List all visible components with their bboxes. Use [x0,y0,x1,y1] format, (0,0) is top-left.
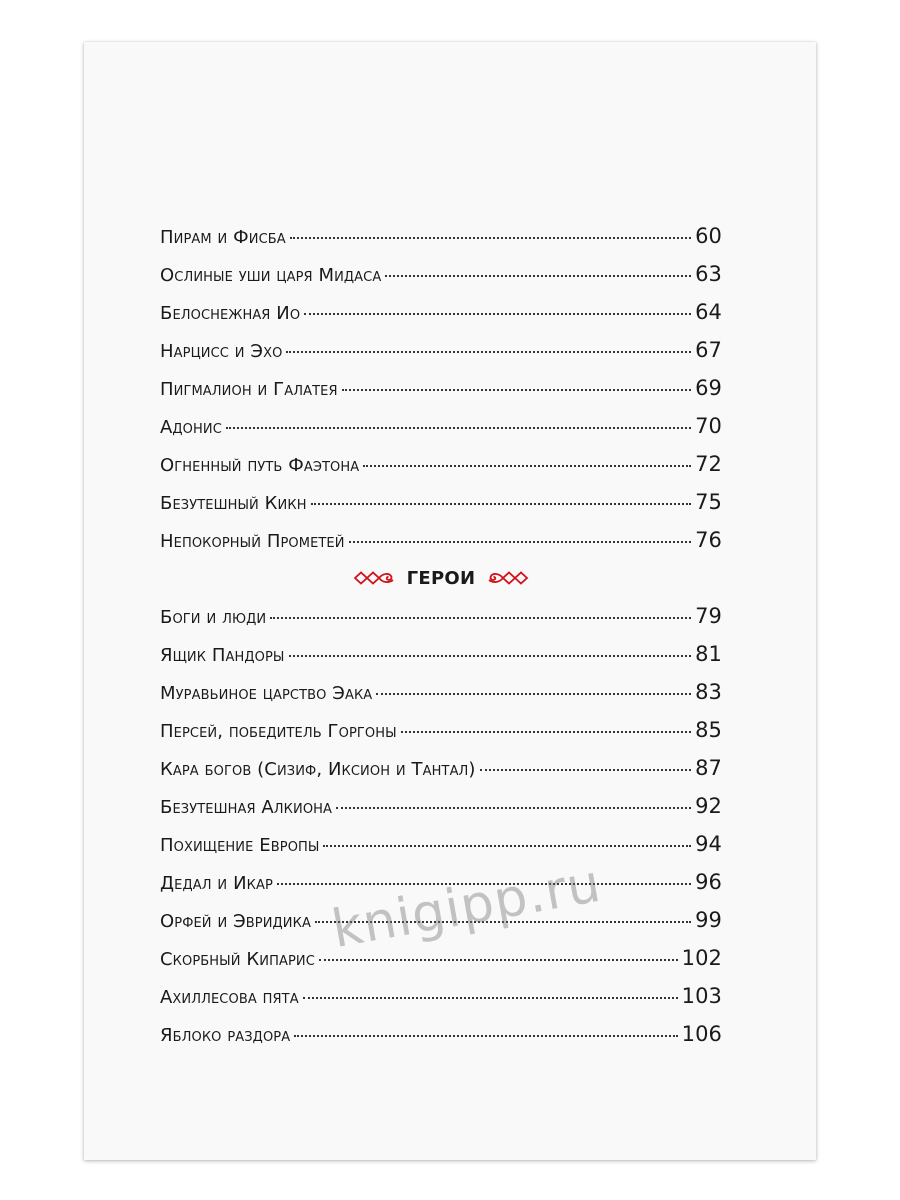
toc-entry-page: 83 [695,680,722,704]
toc-entry-page: 79 [695,604,722,628]
toc-leader-dots [349,540,692,543]
toc-entry-title: Дедал и Икар [160,873,273,894]
toc-entry [160,749,722,787]
toc-entry-title: Пигмалион и Галатея [160,379,338,400]
toc-entry [160,787,722,825]
section-title: ГЕРОИ [406,567,476,589]
toc-entry-page: 81 [695,642,722,666]
toc-entry [160,521,722,559]
toc-entry-title: Адонис [160,417,222,438]
toc-entry-title: Огненный путь Фаэтона [160,455,360,476]
toc-entry-title: Нарцисс и Эхо [160,341,283,362]
toc-entry-page: 67 [695,338,722,362]
toc-leader-dots [311,502,692,505]
toc-entry [160,673,722,711]
toc-leader-dots [290,236,691,239]
toc-entry-title: Ахиллесова пята [160,987,299,1008]
toc-entry-page: 70 [695,414,722,438]
toc-entry-title: Яблоко раздора [160,1025,291,1046]
toc-entry-page: 76 [695,528,722,552]
toc-entry-page: 87 [695,756,722,780]
toc-entry [160,255,722,293]
toc-entry-title: Безутешный Кикн [160,493,307,514]
toc-entry-title: Муравьиное царство Эака [160,683,373,704]
toc-entry-page: 75 [695,490,722,514]
toc-group-2 [160,597,722,1053]
ornament-left-icon [353,571,397,585]
toc-entry [160,825,722,863]
toc-entry [160,407,722,445]
toc-entry-page: 64 [695,300,722,324]
toc-entry [160,711,722,749]
toc-entry-page: 69 [695,376,722,400]
toc-group-1 [160,217,722,559]
toc-entry [160,331,722,369]
toc-entry-page: 99 [695,908,722,932]
toc-leader-dots [294,1034,677,1037]
toc-leader-dots [480,768,692,771]
toc-entry-page: 106 [681,1022,722,1046]
toc-entry-page: 96 [695,870,722,894]
toc-entry-title: Персей, победитель Горгоны [160,721,397,742]
toc-entry [160,217,722,255]
toc-leader-dots [226,426,691,429]
toc-leader-dots [376,692,691,695]
toc-entry-page: 60 [695,224,722,248]
ornament-right-icon [485,571,529,585]
toc-leader-dots [270,616,691,619]
toc-leader-dots [363,464,691,467]
toc-entry-page: 94 [695,832,722,856]
toc-entry-title: Ящик Пандоры [160,645,285,666]
toc-entry-title: Безутешная Алкиона [160,797,333,818]
toc-entry-title: Похищение Европы [160,835,320,856]
toc-entry [160,635,722,673]
toc-entry [160,445,722,483]
toc-entry-page: 92 [695,794,722,818]
toc-entry-title: Непокорный Прометей [160,531,345,552]
toc-entry-title: Ослиные уши царя Мидаса [160,265,382,286]
toc-entry-page: 72 [695,452,722,476]
toc-leader-dots [304,312,691,315]
toc-leader-dots [336,806,691,809]
toc-entry [160,483,722,521]
toc-entry [160,1015,722,1053]
toc-entry-title: Скорбный Кипарис [160,949,315,970]
toc-entry-page: 102 [681,946,722,970]
toc-entry-title: Боги и люди [160,607,267,628]
toc-entry-page: 103 [681,984,722,1008]
toc-leader-dots [319,958,678,961]
toc-leader-dots [289,654,692,657]
toc-entry [160,369,722,407]
toc-entry [160,597,722,635]
toc-entry-title: Орфей и Эвридика [160,911,311,932]
toc-entry [160,939,722,977]
toc-leader-dots [385,274,691,277]
toc-entry [160,293,722,331]
toc-leader-dots [303,996,678,999]
section-heading [160,559,722,597]
watermark-text: knigipp.ru [327,853,606,960]
toc-leader-dots [323,844,691,847]
toc-entry-title: Кара богов (Сизиф, Иксион и Тантал) [160,759,476,780]
toc-leader-dots [286,350,691,353]
toc-entry-title: Белоснежная Ио [160,303,301,324]
toc-leader-dots [401,730,691,733]
toc-leader-dots [342,388,691,391]
toc-entry [160,977,722,1015]
toc-entry-title: Пирам и Фисба [160,227,286,248]
toc-entry-page: 85 [695,718,722,742]
toc-entry-page: 63 [695,262,722,286]
